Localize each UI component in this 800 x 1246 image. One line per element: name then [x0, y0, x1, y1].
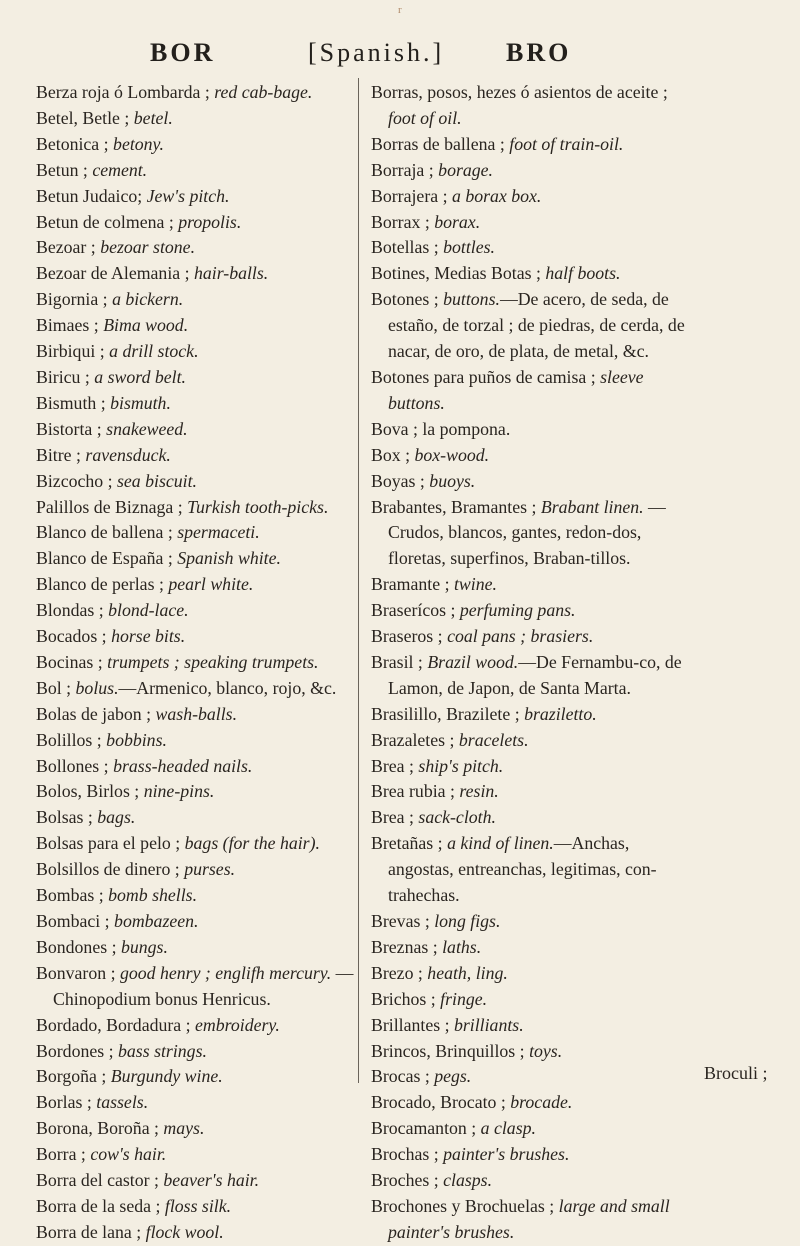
dictionary-entry [36, 624, 358, 650]
dictionary-entry [36, 158, 358, 184]
dictionary-entry [36, 1013, 358, 1039]
entry-translation: long figs. [434, 911, 501, 931]
dictionary-entry [371, 909, 687, 935]
dictionary-entry [371, 443, 687, 469]
dictionary-entry [36, 728, 358, 754]
entry-term: Brea ; [371, 807, 414, 828]
entry-translation: snakeweed. [106, 418, 188, 439]
dictionary-entry [36, 1194, 358, 1220]
entry-translation: fringe. [440, 988, 488, 1009]
entry-translation: resin. [459, 781, 499, 802]
entry-translation: bismuth. [110, 392, 171, 413]
entry-term: Boyas ; [371, 470, 425, 491]
entry-translation: bombazeen. [114, 911, 199, 931]
entry-term: Brochones y Brochuelas ; [371, 1195, 555, 1216]
dictionary-entry [36, 831, 358, 857]
dictionary-entry [36, 702, 358, 728]
entry-term: Brochas ; [371, 1144, 439, 1165]
entry-term: Bocados ; [36, 626, 107, 647]
entry-translation: betony. [113, 133, 164, 154]
dictionary-entry [36, 1168, 358, 1194]
entry-term: Betun Judaico; [36, 185, 143, 206]
entry-translation: flock wool. [145, 1221, 224, 1242]
dictionary-entry [371, 1168, 687, 1194]
entry-translation: a bickern. [112, 289, 184, 310]
entry-term: Brezo ; [371, 962, 423, 983]
dictionary-entry [36, 391, 358, 417]
entry-translation: mays. [163, 1118, 205, 1139]
entry-term: Borona, Boroña ; [36, 1118, 159, 1139]
entry-term: Brasilillo, Brazilete ; [371, 703, 520, 724]
dictionary-entry [36, 339, 358, 365]
entry-term: Bolsas para el pelo ; [36, 833, 181, 854]
entry-translation: bomb shells. [108, 885, 198, 906]
dictionary-entry [371, 650, 687, 702]
entry-term: Borras de ballena ; [371, 133, 505, 154]
column-divider [358, 78, 359, 1083]
entry-translation: pearl white. [168, 574, 254, 595]
dictionary-entry [36, 235, 358, 261]
dictionary-entry [36, 572, 358, 598]
entry-term: Bordado, Bordadura ; [36, 1014, 191, 1035]
dictionary-entry [371, 132, 687, 158]
header-center-language: [Spanish.] [308, 38, 445, 67]
entry-term: Brasil ; [371, 651, 423, 672]
entry-varieties: —Anchas, angostas, entreanchas, legitimas, con-trahechas. [388, 833, 657, 906]
entry-term: Broches ; [371, 1170, 439, 1191]
entry-term: Brevas ; [371, 911, 430, 931]
dictionary-entry [36, 676, 358, 702]
entry-translation: nine-pins. [143, 781, 215, 802]
entry-translation: bolus. [75, 677, 119, 698]
entry-term: Borgoña ; [36, 1066, 107, 1087]
dictionary-entry [371, 1013, 687, 1039]
entry-term: Bova ; la pompona. [371, 418, 511, 439]
entry-translation: bags (for the hair). [184, 833, 320, 854]
entry-term: Bordones ; [36, 1040, 114, 1061]
entry-term: Bitre ; [36, 444, 81, 465]
entry-term: Bombas ; [36, 885, 104, 906]
entry-term: Birbiqui ; [36, 341, 105, 362]
dictionary-entry [36, 184, 358, 210]
entry-term: Borra del castor ; [36, 1170, 159, 1191]
dictionary-entry [36, 1064, 358, 1090]
entry-translation: blond-lace. [108, 600, 189, 621]
entry-term: Brichos ; [371, 988, 436, 1009]
entry-term: Bistorta ; [36, 418, 102, 439]
entry-translation: foot of train-oil. [509, 133, 624, 154]
entry-translation: sleeve buttons. [388, 366, 644, 413]
entry-varieties: —Chinopodium bonus Henricus. [53, 962, 354, 1009]
entry-term: Bolos, Birlos ; [36, 781, 140, 802]
entry-term: Borra de lana ; [36, 1221, 142, 1242]
dictionary-entry [36, 805, 358, 831]
entry-term: Brocas ; [371, 1066, 430, 1087]
entry-translation: wash-balls. [155, 703, 238, 724]
dictionary-entry [371, 702, 687, 728]
entry-translation: Bima wood. [103, 315, 189, 336]
entry-varieties: —Armenico, blanco, rojo, &c. [118, 677, 337, 698]
entry-translation: horse bits. [111, 626, 186, 647]
entry-term: Bolas de jabon ; [36, 703, 152, 724]
entry-term: Bizcocho ; [36, 470, 113, 491]
dictionary-entry [36, 1090, 358, 1116]
entry-translation: a sword belt. [94, 366, 187, 387]
entry-term: Bezoar de Alemania ; [36, 263, 190, 284]
entry-translation: large and small painter's brushes. [388, 1195, 670, 1242]
entry-term: Bolillos ; [36, 729, 102, 750]
header-left-word: BOR [150, 38, 216, 67]
entry-translation: bottles. [443, 237, 495, 258]
dictionary-entry [371, 805, 687, 831]
dictionary-entry [371, 831, 687, 909]
entry-translation: braziletto. [524, 703, 597, 724]
dictionary-entry [371, 261, 687, 287]
entry-term: Brea rubia ; [371, 781, 455, 802]
dictionary-entry [371, 184, 687, 210]
entry-translation: box-wood. [414, 444, 490, 465]
dictionary-entry [371, 1194, 687, 1246]
catchword: Broculi ; [704, 1063, 768, 1083]
entry-term: Betun ; [36, 159, 88, 180]
dictionary-entry [36, 365, 358, 391]
entry-term: Bondones ; [36, 936, 117, 957]
dictionary-entry [36, 1116, 358, 1142]
entry-term: Box ; [371, 444, 411, 465]
entry-translation: Brazil wood. [427, 651, 519, 672]
entry-term: Betel, Betle ; [36, 107, 130, 128]
entry-translation: brilliants. [453, 1014, 524, 1035]
dictionary-entry [371, 80, 687, 132]
entry-translation: bass strings. [118, 1040, 207, 1061]
entry-translation: clasps. [443, 1170, 493, 1191]
entry-translation: a clasp. [480, 1118, 536, 1139]
entry-translation: brocade. [510, 1092, 573, 1113]
dictionary-entry [36, 857, 358, 883]
entry-translation: bezoar stone. [100, 237, 196, 258]
entry-translation: cement. [92, 159, 148, 180]
entry-translation: sea biscuit. [117, 470, 198, 491]
left-column [36, 80, 358, 1246]
entry-translation: trumpets ; speaking trumpets. [107, 651, 319, 672]
entry-term: Bolsas ; [36, 807, 93, 828]
entry-translation: buoys. [429, 470, 476, 491]
entry-term: Blanco de perlas ; [36, 574, 164, 595]
dictionary-entry [371, 987, 687, 1013]
entry-term: Borrajera ; [371, 185, 448, 206]
dictionary-entry [36, 106, 358, 132]
dictionary-entry [36, 779, 358, 805]
entry-translation: a drill stock. [109, 341, 199, 362]
entry-translation: ravensduck. [85, 444, 171, 465]
dictionary-entry [36, 909, 358, 935]
entry-term: Bol ; [36, 677, 72, 698]
entry-translation: spermaceti. [177, 522, 260, 543]
dictionary-entry [371, 728, 687, 754]
entry-translation: sack-cloth. [418, 807, 496, 828]
entry-translation: painter's brushes. [443, 1144, 570, 1165]
entry-translation: foot of oil. [388, 107, 462, 128]
dictionary-entry [371, 235, 687, 261]
dictionary-entry [371, 572, 687, 598]
entry-translation: cow's hair. [90, 1144, 167, 1165]
entry-translation: borax. [434, 211, 481, 232]
right-column [371, 80, 687, 1246]
entry-translation: bungs. [120, 936, 168, 957]
entry-translation: half boots. [545, 263, 621, 284]
entry-term: Blanco de España ; [36, 548, 173, 569]
dictionary-entry [36, 132, 358, 158]
dictionary-entry [371, 158, 687, 184]
dictionary-entry [36, 935, 358, 961]
dictionary-entry [36, 495, 358, 521]
entry-term: Bollones ; [36, 755, 109, 776]
dictionary-entry [371, 417, 687, 443]
entry-term: Borlas ; [36, 1092, 92, 1113]
entry-term: Bimaes ; [36, 315, 99, 336]
dictionary-entry [371, 598, 687, 624]
entry-term: Brabantes, Bramantes ; [371, 496, 537, 517]
entry-term: Bigornia ; [36, 289, 108, 310]
entry-translation: laths. [442, 936, 482, 957]
header-right-word: BRO [506, 38, 572, 67]
entry-translation: brass-headed nails. [113, 755, 253, 776]
entry-varieties: —Crudos, blancos, gantes, redon-dos, floretas, superfinos, Braban-tillos. [388, 496, 666, 569]
dictionary-entry [36, 1039, 358, 1065]
dictionary-entry [36, 650, 358, 676]
entry-translation: embroidery. [195, 1014, 280, 1035]
entry-term: Betun de colmena ; [36, 211, 174, 232]
dictionary-entry [36, 287, 358, 313]
entry-translation: purses. [184, 859, 236, 880]
dictionary-entry [371, 624, 687, 650]
entry-varieties: —De acero, de seda, de estaño, de torzal ; de piedras, de cerda, de nacar, de oro, de plata, de metal, &c. [388, 289, 685, 362]
dictionary-entry [371, 1142, 687, 1168]
dictionary-entry [371, 961, 687, 987]
entry-translation: red cab-bage. [214, 82, 313, 102]
dictionary-entry [36, 469, 358, 495]
entry-term: Bretañas ; [371, 833, 443, 854]
entry-term: Borrax ; [371, 211, 430, 232]
dictionary-entry [36, 210, 358, 236]
entry-translation: propolis. [178, 211, 242, 232]
entry-term: Borras, posos, hezes ó asientos de aceite ; [371, 82, 668, 102]
entry-term: Borraja ; [371, 159, 434, 180]
entry-translation: Burgundy wine. [110, 1066, 223, 1087]
dictionary-entry [36, 80, 358, 106]
dictionary-entry [371, 779, 687, 805]
dictionary-entry [371, 287, 687, 365]
entry-translation: perfuming pans. [459, 600, 576, 621]
dictionary-entry [36, 1220, 358, 1246]
entry-translation: ship's pitch. [418, 755, 504, 776]
entry-term: Blanco de ballena ; [36, 522, 173, 543]
entry-term: Botones ; [371, 289, 439, 310]
entry-term: Borra ; [36, 1144, 86, 1165]
entry-term: Berza roja ó Lombarda ; [36, 82, 210, 102]
entry-translation: bags. [97, 807, 136, 828]
entry-term: Braseros ; [371, 626, 443, 647]
entry-term: Brea ; [371, 755, 414, 776]
entry-translation: twine. [453, 574, 497, 595]
entry-term: Bombaci ; [36, 911, 110, 931]
entry-term: Brocamanton ; [371, 1118, 477, 1139]
entry-term: Breznas ; [371, 936, 438, 957]
dictionary-entry [36, 546, 358, 572]
dictionary-entry [371, 1090, 687, 1116]
entry-term: Botines, Medias Botas ; [371, 263, 541, 284]
entry-term: Bramante ; [371, 574, 450, 595]
dictionary-entry [36, 598, 358, 624]
dictionary-entry [371, 935, 687, 961]
entry-term: Brazaletes ; [371, 729, 455, 750]
entry-term: Bolsillos de dinero ; [36, 859, 180, 880]
dictionary-entry [371, 365, 687, 417]
entry-term: Bocinas ; [36, 651, 103, 672]
dictionary-entry [36, 883, 358, 909]
entry-term: Botellas ; [371, 237, 439, 258]
entry-translation: buttons. [443, 289, 500, 310]
dictionary-entry [371, 1064, 687, 1090]
entry-translation: bracelets. [458, 729, 529, 750]
entry-translation: Jew's pitch. [146, 185, 230, 206]
entry-term: Brocado, Brocato ; [371, 1092, 506, 1113]
entry-term: Brincos, Brinquillos ; [371, 1040, 525, 1061]
entry-translation: a kind of linen. [447, 833, 554, 854]
dictionary-entry [36, 520, 358, 546]
entry-term: Biricu ; [36, 366, 90, 387]
dictionary-entry [371, 754, 687, 780]
dictionary-entry [36, 961, 358, 1013]
entry-term: Blondas ; [36, 600, 104, 621]
entry-translation: floss silk. [164, 1195, 232, 1216]
entry-translation: pegs. [434, 1066, 472, 1087]
entry-translation: a borax box. [451, 185, 542, 206]
top-mark: r [398, 4, 402, 16]
entry-translation: heath, ling. [427, 962, 508, 983]
dictionary-entry [36, 1142, 358, 1168]
dictionary-entry [371, 495, 687, 573]
entry-translation: Spanish white. [177, 548, 281, 569]
entry-translation: coal pans ; brasiers. [447, 626, 594, 647]
dictionary-entry [36, 313, 358, 339]
entry-term: Palillos de Biznaga ; [36, 496, 183, 517]
dictionary-entry [36, 443, 358, 469]
entry-term: Braserícos ; [371, 600, 456, 621]
dictionary-entry [36, 417, 358, 443]
entry-translation: Turkish tooth-picks. [187, 496, 329, 517]
entry-term: Bismuth ; [36, 392, 106, 413]
dictionary-entry [36, 261, 358, 287]
entry-term: Botones para puños de camisa ; [371, 366, 596, 387]
dictionary-entry [371, 469, 687, 495]
dictionary-entry [371, 1116, 687, 1142]
entry-translation: borage. [438, 159, 493, 180]
entry-term: Bonvaron ; [36, 962, 116, 983]
entry-term: Bezoar ; [36, 237, 96, 258]
entry-term: Borra de la seda ; [36, 1195, 161, 1216]
entry-term: Betonica ; [36, 133, 109, 154]
entry-translation: hair-balls. [194, 263, 269, 284]
dictionary-entry [36, 754, 358, 780]
dictionary-entry [371, 210, 687, 236]
dictionary-entry [371, 1039, 687, 1065]
entry-translation: Brabant linen. [540, 496, 644, 517]
entry-translation: betel. [133, 107, 173, 128]
entry-translation: bobbins. [106, 729, 167, 750]
entry-translation: toys. [529, 1040, 563, 1061]
entry-term: Brillantes ; [371, 1014, 450, 1035]
entry-translation: good henry ; englifh mercury. [119, 962, 332, 983]
entry-translation: beaver's hair. [163, 1170, 260, 1191]
entry-translation: tassels. [96, 1092, 149, 1113]
entry-varieties: —De Fernambu-co, de Lamon, de Japon, de Santa Marta. [388, 651, 682, 698]
